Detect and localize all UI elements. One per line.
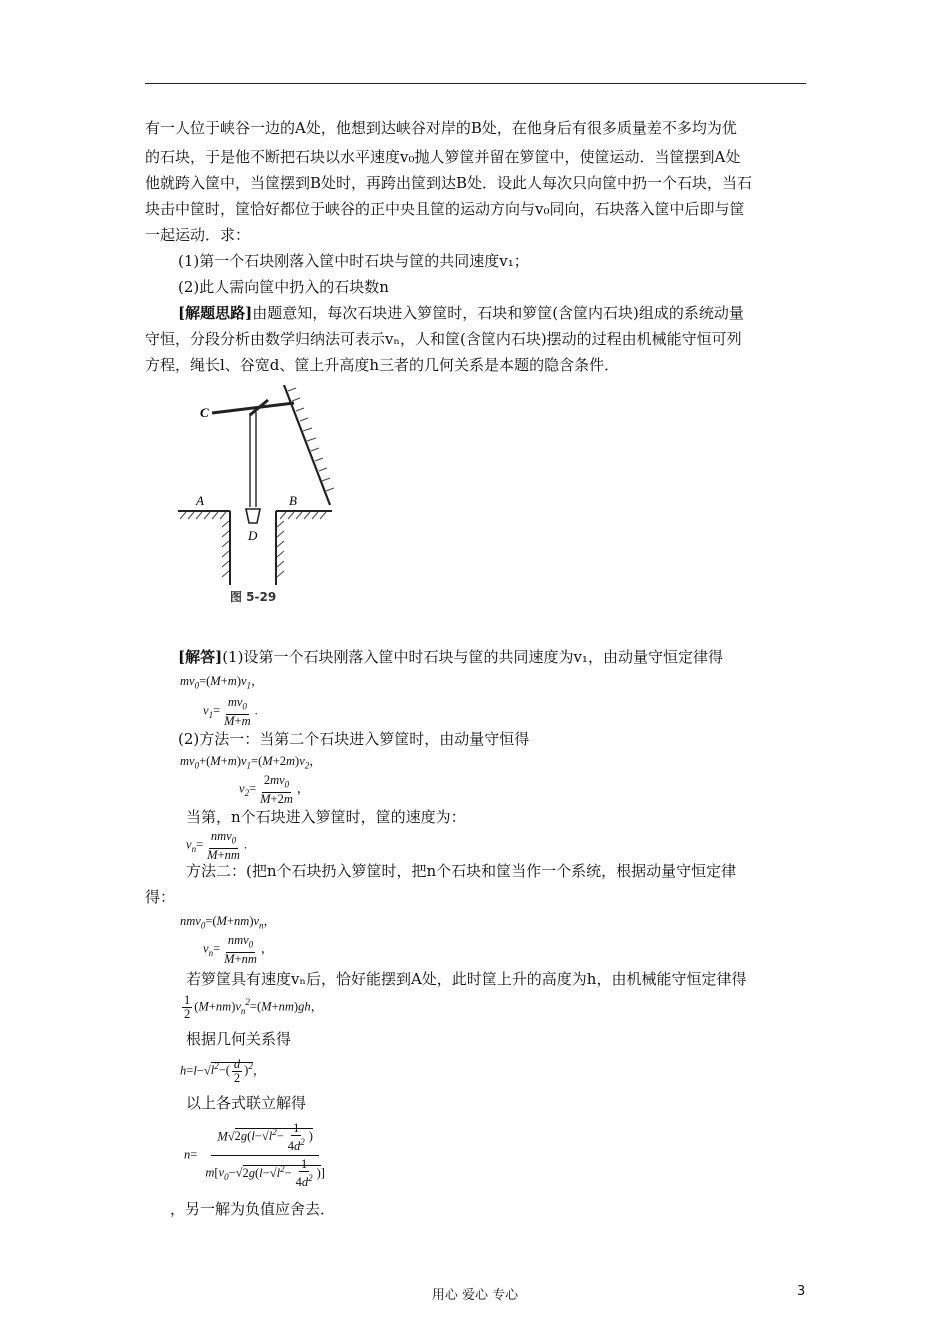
answer-combine-intro: 以上各式联立解得 bbox=[186, 1094, 307, 1112]
eq-geometry: $h=l-√l^2-$( $\frac{d}{2}$ )$^2$， bbox=[180, 1057, 266, 1085]
eq-v1: $v_1=$ $\frac{mv_0}{M+m}$ . bbox=[203, 695, 258, 728]
figure-label-a: A bbox=[196, 493, 204, 508]
answer-part2-nth: 当第，n个石块进入箩筐时，筐的速度为： bbox=[186, 808, 466, 826]
hint-text-1: 由题意知，每次石块进入箩筐时，石块和箩筐(含筐内石块)组成的系统动量 bbox=[252, 304, 744, 322]
eq-energy: $\frac{1}{2}$ $(M+nm)v_n^2=(M+nm)gh$， bbox=[184, 993, 324, 1021]
problem-line-1: 有一人位于峡谷一边的A处，他想到达峡谷对岸的B处，在他身后有很多质量差不多均为优 bbox=[145, 119, 737, 137]
hint-line-2: 守恒，分段分析由数学归纳法可表示vₙ，人和筐(含筐内石块)摆动的过程由机械能守恒可列 bbox=[145, 330, 742, 348]
problem-line-2: 的石块，于是他不断把石块以水平速度v₀抛人箩筐并留在箩筐中，使筐运动．当筐摆到A处 bbox=[145, 148, 741, 166]
answer-energy-intro: 若箩筐具有速度vₙ后，恰好能摆到A处，此时筐上升的高度为h，由机械能守恒定律得 bbox=[186, 970, 747, 988]
figure-label-c: C bbox=[200, 405, 209, 420]
answer-geometry-intro: 根据几何关系得 bbox=[186, 1030, 292, 1048]
figure-5-29 bbox=[172, 385, 352, 610]
hint-label: [解题思路] bbox=[178, 304, 253, 322]
answer-label: [解答] bbox=[178, 648, 223, 666]
header-rule bbox=[145, 83, 806, 84]
eq-momentum-1: $mv_0=(M+m)v_1$， bbox=[180, 674, 264, 691]
question-2: (2)此人需向筐中扔入的石块数n bbox=[178, 278, 389, 296]
problem-line-3: 他就跨入筐中，当筐摆到B处时，再跨出筐到达B处．设此人每次只向筐中扔一个石块，当石 bbox=[145, 174, 753, 192]
problem-line-5: 一起运动．求： bbox=[145, 226, 251, 244]
answer-part2-m2-b: 得： bbox=[145, 888, 176, 906]
eq-vn-2: $v_n=$ $\frac{nmv_0}{M+nm}$ ， bbox=[203, 933, 274, 966]
eq-momentum-2: $mv_0+(M+m)v_1=(M+2m)v_2$， bbox=[180, 754, 322, 771]
eq-vn-1: $v_n=$ $\frac{nmv_0}{M+nm}$ . bbox=[186, 829, 248, 862]
figure-label-d: D bbox=[248, 528, 258, 543]
eq-momentum-n: $nmv_0=(M+nm)v_n$， bbox=[180, 914, 277, 931]
answer-part1-intro: (1)设第一个石块刚落入筐中时石块与筐的共同速度为v₁，由动量守恒定律得 bbox=[222, 648, 723, 666]
footer-text: 用心 爱心 专心 bbox=[431, 1288, 519, 1303]
figure-label-b: B bbox=[289, 493, 297, 508]
hint-line-1 bbox=[178, 300, 839, 326]
problem-line-4: 块击中筐时，筐恰好都位于峡谷的正中央且筐的运动方向与v₀同向，石块落入筐中后即与筐 bbox=[145, 200, 745, 218]
question-1: (1)第一个石块刚落入筐中时石块与筐的共同速度v₁； bbox=[178, 252, 529, 270]
answer-line-1 bbox=[178, 646, 723, 668]
answer-conclusion: ，另一解为负值应舍去． bbox=[170, 1200, 336, 1218]
answer-part2-m1: (2)方法一：当第二个石块进入箩筐时，由动量守恒得 bbox=[178, 730, 530, 748]
canyon-diagram bbox=[172, 385, 352, 610]
page-number: 3 bbox=[797, 1284, 806, 1299]
answer-part2-m2-a: 方法二：(把n个石块扔入箩筐时，把n个石块和筐当作一个系统，根据动量守恒定律 bbox=[186, 862, 737, 880]
figure-caption: 图 5-29 bbox=[230, 590, 277, 604]
eq-n-result: n= $M√2g(l-√l^2-$ $\frac{1}{4d^2}$ ) $m[v_0-√2g(l-√l^2-$ $\frac{1}{4d^2}$ )] bbox=[184, 1121, 325, 1190]
eq-v2: $v_2=$ $\frac{2mv_0}{M+2m}$ ， bbox=[239, 773, 310, 806]
hint-line-3: 方程，绳长l、谷宽d、筐上升高度h三者的几何关系是本题的隐含条件． bbox=[145, 356, 620, 374]
